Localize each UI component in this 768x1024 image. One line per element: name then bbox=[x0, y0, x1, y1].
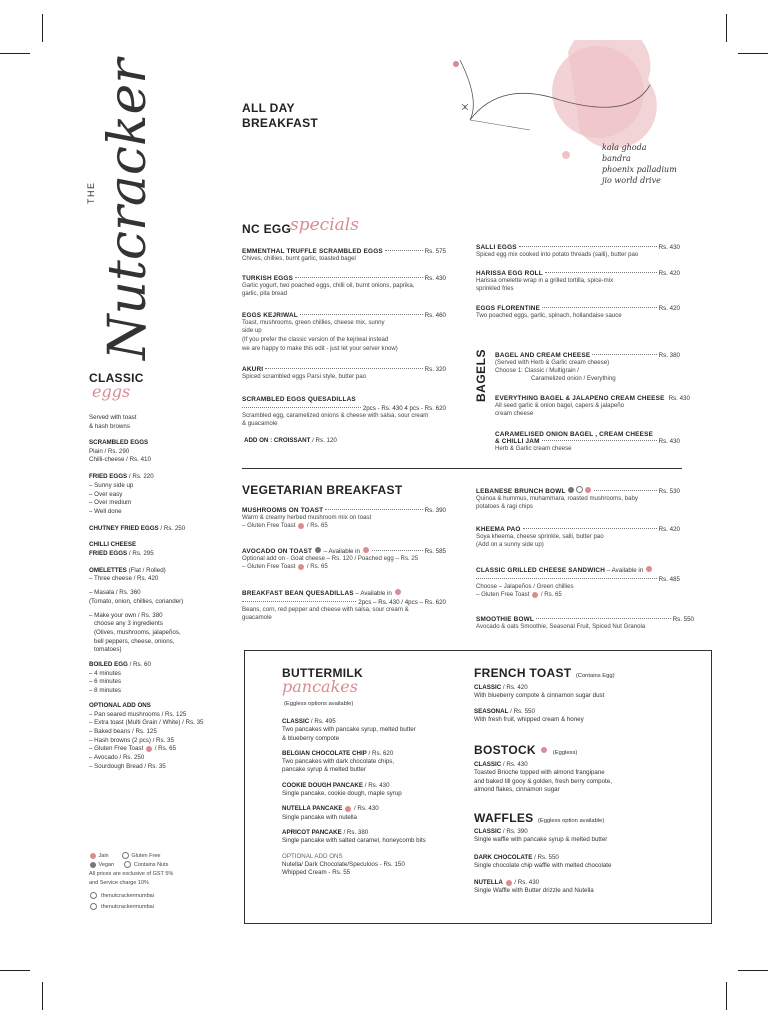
addon-price: / Rs. 120 bbox=[310, 437, 337, 444]
contains-nuts-icon bbox=[506, 880, 512, 886]
menu-item bbox=[242, 547, 446, 571]
item-name: AVOCADO ON TOAST bbox=[242, 548, 313, 555]
item-option: – Pan seared mushrooms / Rs. 125 bbox=[89, 710, 187, 718]
item-price: Rs. 420 bbox=[658, 526, 680, 533]
contains-nuts-icon bbox=[124, 861, 131, 868]
jain-icon bbox=[532, 592, 538, 598]
gluten-free-icon bbox=[122, 852, 129, 859]
item-name: BOILED EGG bbox=[89, 661, 128, 669]
served-line: & hash browns bbox=[89, 422, 130, 430]
item-name: CARAMELISED ONION BAGEL , CREAM CHEESE bbox=[495, 431, 654, 438]
pancakes-script: pancakes bbox=[282, 677, 358, 696]
menu-item bbox=[476, 526, 680, 549]
classic-eggs-list bbox=[89, 439, 239, 772]
item-name: EVERYTHING BAGEL & JALAPENO CREAM CHEESE bbox=[495, 395, 665, 402]
item-option: – 4 minutes bbox=[89, 669, 121, 677]
item-price: Rs. 420 bbox=[658, 305, 680, 312]
menu-item bbox=[242, 275, 446, 298]
item-price: / Rs. 220 bbox=[128, 473, 154, 481]
legend-label: Contains Nuts bbox=[133, 862, 169, 868]
jain-icon bbox=[146, 746, 152, 752]
item-avail: – Available in bbox=[355, 590, 392, 597]
classic-title: CLASSIC bbox=[89, 371, 144, 385]
item-name: OPTIONAL ADD ONS bbox=[89, 701, 151, 709]
divider bbox=[242, 468, 682, 469]
item-name: APRICOT PANCAKE bbox=[282, 828, 342, 836]
item-name: NUTELLA bbox=[474, 879, 503, 887]
item-desc: Single chocolate chip waffle with melted chocolate bbox=[474, 861, 612, 869]
item-option: Chilli-cheese / Rs. 410 bbox=[89, 456, 151, 464]
item-desc: Beans, corn, red pepper and cheese with salsa, sour cream & guacamole bbox=[242, 606, 409, 622]
item-desc: Toasted Brioche topped with almond frangipane bbox=[474, 769, 605, 777]
item-name: SEASONAL bbox=[474, 707, 509, 715]
item-desc: Spiced scrambled eggs Parsi style, butter pao bbox=[242, 373, 366, 380]
item-price: / Rs. 430 bbox=[514, 879, 540, 887]
item-desc: Two poached eggs, garlic, spinach, hollandaise sauce bbox=[476, 312, 622, 319]
item-option: – Baked beans / Rs. 125 bbox=[89, 727, 157, 735]
breakfast-line: BREAKFAST bbox=[242, 116, 319, 130]
menu-item bbox=[495, 352, 680, 384]
bostock-header bbox=[474, 741, 577, 759]
item-option: – Three cheese / Rs. 420 bbox=[89, 575, 159, 583]
crop-mark bbox=[0, 970, 30, 971]
item-name: LEBANESE BRUNCH BOWL bbox=[476, 488, 566, 495]
item-price: / Rs. 420 bbox=[502, 684, 528, 691]
item-desc: With fresh fruit, whipped cream & honey bbox=[474, 715, 584, 723]
item-name: & CHILLI JAM bbox=[495, 438, 540, 445]
item-price: Rs. 390 bbox=[424, 507, 446, 514]
item-name: DARK CHOCOLATE bbox=[474, 853, 533, 861]
item-option: – Gluten Free Toast bbox=[89, 745, 144, 753]
menu-item bbox=[476, 305, 680, 320]
item-desc: Quinoa & hummus, muhammara, roasted mushrooms, baby potatoes & ragi chips bbox=[476, 495, 638, 511]
item-option: – Sunny side up bbox=[89, 481, 134, 489]
item-price: / Rs. 430 bbox=[364, 781, 390, 789]
item-desc: & blueberry compote bbox=[282, 734, 340, 742]
item-price: / Rs. 550 bbox=[510, 707, 535, 715]
item-price: / Rs. 380 bbox=[343, 828, 369, 836]
legend-label: Vegan bbox=[98, 862, 115, 868]
item-note: we are happy to make this edit - just let your server know) bbox=[242, 344, 398, 352]
item-name: TURKISH EGGS bbox=[242, 275, 294, 282]
waffles-list bbox=[474, 828, 694, 896]
item-name: MUSHROOMS ON TOAST bbox=[242, 507, 324, 514]
item-option: – Hash browns (2 pcs) / Rs. 35 bbox=[89, 736, 174, 744]
crop-mark bbox=[738, 970, 768, 971]
brand-the: THE bbox=[86, 181, 96, 204]
item-price: Rs. 380 bbox=[658, 352, 680, 359]
item-price: / Rs. 495 bbox=[310, 718, 336, 725]
section-title: FRENCH TOAST bbox=[474, 666, 572, 680]
item-option: – Gluten Free Toast bbox=[242, 563, 296, 571]
item-name: CHILLI CHEESE bbox=[89, 541, 137, 549]
item-price: Rs. 585 bbox=[424, 548, 446, 555]
item-desc: Scrambled egg, caramelized onions & cheese with salsa, sour cream & guacamole bbox=[242, 412, 429, 428]
addons-line: Nutella/ Dark Chocolate/Speculoos - Rs. 150 bbox=[282, 860, 405, 868]
menu-item bbox=[495, 395, 690, 418]
item-price: / Rs. 430 bbox=[502, 761, 528, 768]
item-desc: All seed garlic & onion bagel, capers & jalapeño bbox=[495, 402, 625, 409]
location: kala ghoda bbox=[602, 143, 647, 152]
item-sub: (Flat / Rolled) bbox=[128, 566, 166, 574]
french-toast-list bbox=[474, 684, 694, 724]
item-desc: Toast, mushrooms, green chillies, cheese mix, sunny side up bbox=[242, 319, 385, 335]
item-desc: cream cheese bbox=[495, 410, 534, 418]
addon-label: ADD ON : CROISSANT bbox=[244, 437, 311, 444]
item-desc: almond flakes, cinnamon sugar bbox=[474, 785, 560, 793]
eggs-script: eggs bbox=[92, 382, 131, 401]
item-desc: Avocado & oats Smoothie, Seasonal Fruit, Spiced Nut Granola bbox=[476, 623, 646, 630]
crop-mark bbox=[42, 982, 43, 1010]
tax-note: and Service charge 10% bbox=[89, 880, 149, 886]
item-option: – Over medium bbox=[89, 499, 132, 507]
item-desc: Two pancakes with dark chocolate chips, bbox=[282, 758, 395, 766]
item-option: – Gluten Free Toast bbox=[242, 522, 296, 530]
item-name: HARISSA EGG ROLL bbox=[476, 270, 543, 277]
item-option: – 6 minutes bbox=[89, 678, 121, 686]
section-note: (Contains Egg) bbox=[575, 673, 615, 679]
menu-item bbox=[242, 589, 446, 622]
item-price: Rs. 320 bbox=[424, 366, 446, 373]
item-name: CLASSIC bbox=[282, 718, 310, 725]
contains-nuts-icon bbox=[541, 747, 547, 753]
pancakes-list bbox=[282, 718, 462, 877]
item-price: / Rs. 65 bbox=[306, 563, 328, 571]
item-option: – Avocado / Rs. 250 bbox=[89, 754, 145, 762]
item-price: Rs. 420 bbox=[658, 270, 680, 277]
section-title: BOSTOCK bbox=[474, 743, 536, 757]
item-name: EGGS KEJRIWAL bbox=[242, 312, 298, 319]
jain-icon bbox=[298, 564, 304, 570]
item-desc: pancake syrup & melted butter bbox=[282, 766, 366, 774]
item-price: / Rs. 550 bbox=[534, 853, 559, 861]
item-price: / Rs. 65 bbox=[540, 591, 562, 599]
social-handle[interactable]: thenutcrackermumbai bbox=[101, 893, 154, 899]
pancakes-title: BUTTERMILK bbox=[282, 666, 363, 680]
item-option: tomatoes) bbox=[94, 646, 122, 654]
item-name: CLASSIC GRILLED CHEESE SANDWICH bbox=[476, 567, 606, 574]
item-price: Rs. 430 bbox=[658, 244, 680, 251]
location: jio world drive bbox=[602, 176, 661, 185]
item-option: bell peppers, cheese, onions, bbox=[94, 637, 175, 645]
location: phoenix palladium bbox=[602, 165, 677, 174]
item-desc: Single Waffle with Butter drizzle and Nutella bbox=[474, 887, 594, 895]
item-desc: Single pancake with nutella bbox=[282, 813, 357, 821]
item-option: – Sourdough Bread / Rs. 35 bbox=[89, 762, 166, 770]
item-name: SCRAMBLED EGGS QUESADILLAS bbox=[242, 396, 356, 403]
item-name: NUTELLA PANCAKE bbox=[282, 805, 343, 813]
item-name: CHUTNEY FRIED EGGS bbox=[89, 524, 159, 532]
item-desc: Soya kheema, cheese sprinkle, salli, butter pao bbox=[476, 533, 604, 540]
vegan-icon bbox=[90, 862, 96, 868]
item-price: Rs. 430 bbox=[424, 275, 446, 282]
menu-item bbox=[242, 366, 446, 381]
item-name: BREAKFAST BEAN QUESADILLAS bbox=[242, 590, 354, 597]
specials-script: specials bbox=[290, 215, 359, 235]
waffles-header bbox=[474, 809, 604, 827]
jain-icon bbox=[298, 523, 304, 529]
crop-mark bbox=[726, 982, 727, 1010]
item-price: Rs. 530 bbox=[658, 488, 680, 495]
legend-label: Gluten Free bbox=[131, 853, 161, 859]
location: bandra bbox=[602, 154, 631, 163]
crop-mark bbox=[0, 53, 30, 54]
jain-icon bbox=[363, 547, 369, 553]
item-price: Rs. 430 bbox=[668, 395, 690, 402]
item-name: FRIED EGGS bbox=[89, 473, 128, 481]
item-desc: (Served with Herb & Garlic cream cheese) bbox=[495, 359, 610, 366]
item-name: EGGS FLORENTINE bbox=[476, 305, 541, 312]
item-name: CLASSIC bbox=[474, 761, 502, 768]
item-desc: Caramelized onion / Everything bbox=[531, 375, 616, 383]
item-desc: Choose – Jalapeños / Green chillies bbox=[476, 583, 574, 590]
item-desc: Single pancake with salted caramel, honeycomb bits bbox=[282, 837, 426, 845]
item-price: Rs. 485 bbox=[658, 576, 680, 583]
jain-icon bbox=[646, 566, 652, 572]
item-option: (Tomato, onion, chillies, coriander) bbox=[89, 597, 184, 605]
menu-item bbox=[476, 566, 680, 599]
item-name: COOKIE DOUGH PANCAKE bbox=[282, 781, 364, 789]
item-note: (If you prefer the classic version of the kejriwal instead bbox=[242, 336, 389, 344]
facebook-icon bbox=[90, 903, 97, 910]
item-desc: Garlic yogurt, two poached eggs, chilli oil, burnt onions, paprika, garlic, pita bread bbox=[242, 282, 415, 298]
item-price: / Rs. 430 bbox=[353, 805, 379, 813]
menu-item bbox=[242, 248, 446, 263]
item-desc: Optional add on - Goat cheese – Rs. 120 / Poached egg – Rs. 25 bbox=[242, 555, 419, 562]
nc-egg-title: NC EGG bbox=[242, 222, 292, 236]
item-price: Rs. 550 bbox=[672, 616, 694, 623]
item-desc: Harissa omelette wrap in a grilled tortilla, spice-mix sprinkled fries bbox=[476, 277, 614, 293]
item-option: (Olives, mushrooms, jalapeños, bbox=[94, 628, 181, 636]
pancakes-note: (Eggless options available) bbox=[284, 701, 354, 707]
item-name: KHEEMA PAO bbox=[476, 526, 521, 533]
locations-list bbox=[602, 142, 677, 186]
item-option: – 8 minutes bbox=[89, 687, 121, 695]
social-handle[interactable]: thenutcrackermumbai bbox=[101, 904, 154, 910]
item-price: / Rs. 390 bbox=[502, 828, 528, 835]
item-desc: Chives, chillies, burnt garlic, toasted bagel bbox=[242, 255, 356, 262]
all-day-heading bbox=[242, 101, 318, 131]
section-title: WAFFLES bbox=[474, 811, 534, 825]
bostock-item bbox=[474, 761, 694, 794]
instagram-icon bbox=[90, 892, 97, 899]
item-option: – Well done bbox=[89, 507, 122, 515]
section-note: (Eggless option available) bbox=[537, 818, 605, 824]
item-option: – Make your own / Rs. 380 bbox=[89, 611, 163, 619]
menu-item bbox=[476, 486, 680, 511]
item-desc: and baked till gooy & golden, fresh berry compote, bbox=[474, 777, 612, 785]
vegan-icon bbox=[315, 547, 321, 553]
vegan-icon bbox=[568, 487, 574, 493]
item-price: Rs. 430 bbox=[658, 438, 680, 445]
item-price: 2pcs - Rs. 430 4 pcs - Rs. 620 bbox=[362, 405, 446, 412]
veg-title: VEGETARIAN BREAKFAST bbox=[242, 483, 403, 497]
item-price: 2pcs – Rs. 430 / 4pcs – Rs. 620 bbox=[358, 599, 446, 606]
item-avail: – Available in bbox=[606, 567, 644, 574]
item-option: – Masala / Rs. 360 bbox=[89, 589, 141, 597]
legend-label: Jain bbox=[98, 853, 109, 859]
item-name: EMMENTHAL TRUFFLE SCRAMBLED EGGS bbox=[242, 248, 383, 255]
item-desc: Single waffle with pancake syrup & melted butter bbox=[474, 836, 608, 844]
item-name: SCRAMBLED EGGS bbox=[89, 439, 149, 446]
section-note: (Eggless) bbox=[552, 750, 578, 756]
item-option: – Gluten Free Toast bbox=[476, 591, 530, 599]
addons-line: Whipped Cream - Rs. 55 bbox=[282, 869, 351, 877]
item-price: / Rs. 60 bbox=[129, 661, 151, 669]
jain-icon bbox=[395, 589, 401, 595]
item-price: / Rs. 65 bbox=[306, 522, 328, 530]
item-desc: Warm & creamy herbed mushroom mix on toast bbox=[242, 514, 372, 521]
gluten-free-icon bbox=[576, 486, 583, 493]
menu-item bbox=[476, 270, 680, 293]
brand-logo: Nutcracker bbox=[98, 58, 158, 360]
crop-mark bbox=[738, 53, 768, 54]
crop-mark bbox=[726, 14, 727, 42]
item-price: / Rs. 250 bbox=[160, 524, 186, 532]
item-option: Plain / Rs. 290 bbox=[89, 447, 130, 455]
item-option: – Over easy bbox=[89, 490, 123, 498]
served-note bbox=[89, 414, 136, 431]
item-desc: Spiced egg mix cooked into potato threads (salli), butter pao bbox=[476, 251, 639, 258]
menu-item bbox=[242, 312, 446, 353]
item-name: SMOOTHIE BOWL bbox=[476, 616, 534, 623]
legend bbox=[89, 852, 239, 912]
menu-item bbox=[476, 244, 680, 259]
item-price: Rs. 460 bbox=[424, 312, 446, 319]
item-name: BAGEL AND CREAM CHEESE bbox=[495, 352, 591, 359]
tax-note: All prices are exclusive of GST 5% bbox=[89, 871, 174, 877]
crop-mark bbox=[42, 14, 43, 42]
item-name: OMELETTES bbox=[89, 566, 127, 574]
item-desc: Choose 1: Classic / Multigrain / bbox=[495, 367, 579, 375]
menu-item bbox=[242, 507, 446, 530]
item-desc: (Add on a sunny side up) bbox=[476, 541, 544, 549]
jain-icon bbox=[585, 487, 591, 493]
item-desc: Herb & Garlic cream cheese bbox=[495, 445, 572, 452]
menu-item bbox=[476, 616, 694, 631]
item-price: / Rs. 65 bbox=[154, 745, 177, 753]
item-name: SALLI EGGS bbox=[476, 244, 517, 251]
bagels-label: BAGELS bbox=[474, 348, 488, 402]
item-name: FRIED EGGS bbox=[89, 550, 128, 558]
menu-item bbox=[495, 431, 680, 453]
menu-item bbox=[242, 396, 446, 428]
item-price: / Rs. 620 bbox=[368, 749, 394, 757]
jain-icon bbox=[90, 853, 96, 859]
contains-nuts-icon bbox=[345, 806, 351, 812]
item-option: – Extra toast (Multi Grain / White) / Rs. 35 bbox=[89, 719, 204, 727]
all-day-line: ALL DAY bbox=[242, 101, 295, 115]
french-toast-header bbox=[474, 664, 615, 682]
item-desc: Single pancake, cookie dough, maple syrup bbox=[282, 790, 402, 798]
item-desc: With blueberry compote & cinnamon sugar dust bbox=[474, 692, 605, 700]
served-line: Served with toast bbox=[89, 414, 137, 421]
addons-title: OPTIONAL ADD ONS bbox=[282, 852, 343, 860]
item-avail: – Available in bbox=[323, 548, 360, 555]
item-name: AKURI bbox=[242, 366, 264, 373]
item-price: / Rs. 295 bbox=[128, 550, 154, 558]
item-name: BELGIAN CHOCOLATE CHIP bbox=[282, 749, 367, 757]
item-name: CLASSIC bbox=[474, 684, 502, 691]
item-price: Rs. 575 bbox=[424, 248, 446, 255]
item-name: CLASSIC bbox=[474, 828, 502, 835]
croissant-addon bbox=[244, 437, 337, 446]
item-desc: Two pancakes with pancake syrup, melted butter bbox=[282, 726, 416, 734]
item-option: choose any 3 ingredients bbox=[94, 620, 163, 628]
